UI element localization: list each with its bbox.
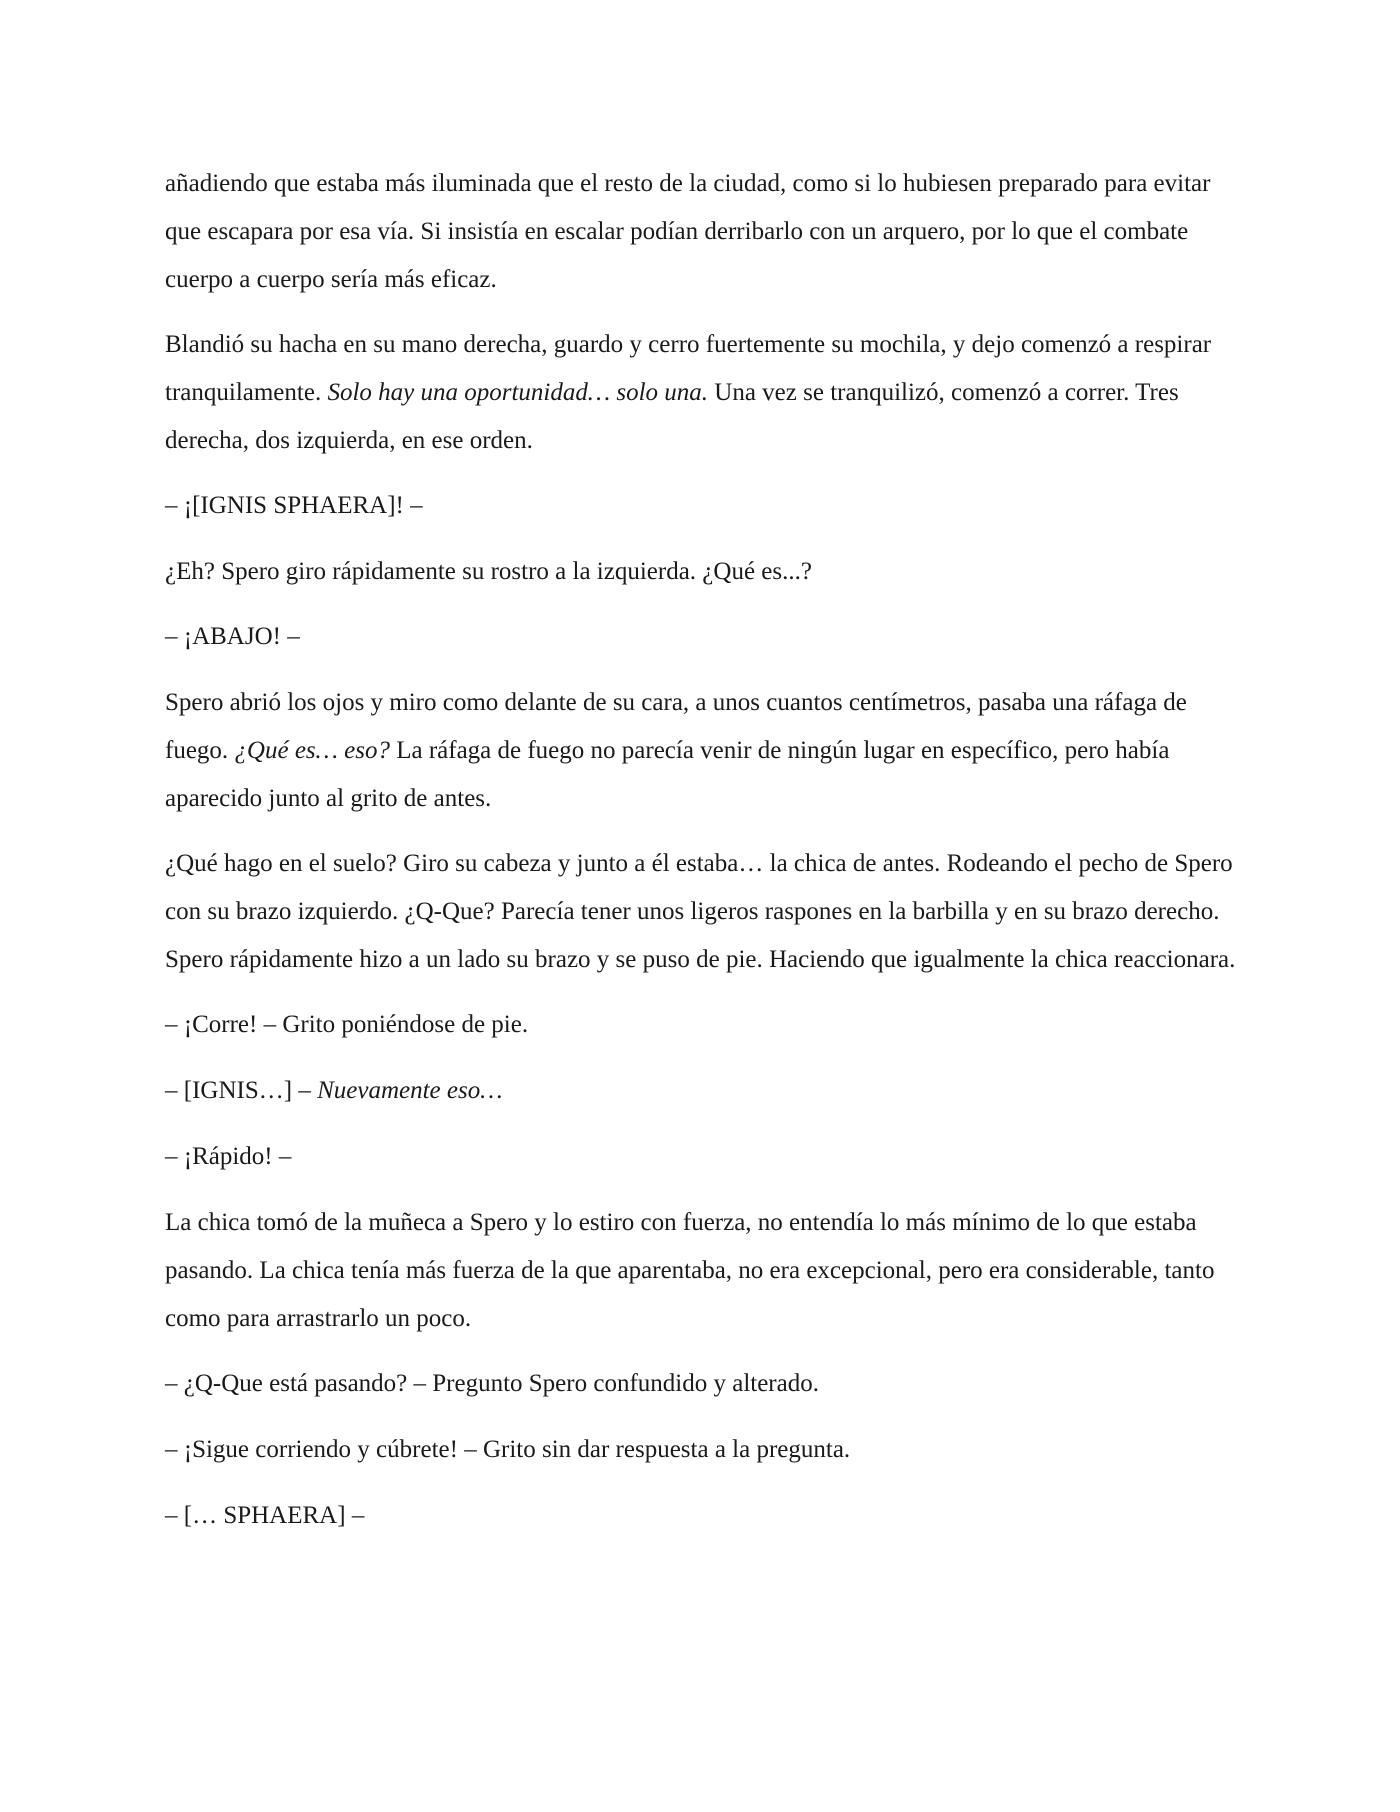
dialogue-line (165, 613, 1240, 661)
paragraph (165, 840, 1240, 984)
text-segment: Una vez se tranquilizó, comenzó a correr. Tres derecha, dos izquierda, en ese orden. (165, 379, 1179, 454)
body-text (165, 160, 1240, 1558)
text-segment: Blandió su hacha en su mano derecha, guardo y cerro fuertemente su mochila, y dejo comenzó a respirar tranquilamente. (165, 331, 1212, 406)
paragraph (165, 160, 1240, 304)
text-segment: Spero abrió los ojos y miro como delante de su cara, a unos cuantos centímetros, pasaba una ráfaga de fuego. (165, 689, 1187, 764)
text-segment: La ráfaga de fuego no parecía venir de ningún lugar en específico, pero había aparecido junto al grito de antes. (165, 737, 1170, 812)
paragraph (165, 1199, 1240, 1343)
text-segment: añadiendo que estaba más iluminada que el resto de la ciudad, como si lo hubiesen preparado para evitar que escapara por esa vía. Si insistía en escalar podían derribarlo con un arquero, por lo que el combate cuerpo a cuerpo sería más eficaz. (165, 170, 1211, 293)
italic-thought: Solo hay una oportunidad… solo una. (327, 379, 709, 406)
paragraph (165, 548, 1240, 596)
text-segment: – ¡Corre! – Grito poniéndose de pie. (165, 1011, 529, 1038)
dialogue-line (165, 482, 1240, 530)
dialogue-line (165, 1360, 1240, 1408)
dialogue-line (165, 1492, 1240, 1540)
dialogue-line (165, 1067, 1240, 1115)
text-segment: – ¡Sigue corriendo y cúbrete! – Grito sin dar respuesta a la pregunta. (165, 1436, 851, 1463)
dialogue-line (165, 1133, 1240, 1181)
text-segment: – ¿Q-Que está pasando? – Pregunto Spero confundido y alterado. (165, 1370, 819, 1397)
text-segment: ¿Qué hago en el suelo? Giro su cabeza y junto a él estaba… la chica de antes. Rodeando el pecho de Spero con su brazo izquierdo. ¿Q-Que? Parecía tener unos ligeros raspones en la barbilla y en su brazo derecho. Spero rápidamente hizo a un lado su brazo y se puso de pie. Haciendo que igualmente la chica reaccionara. (165, 850, 1236, 973)
italic-thought: ¿Qué es… eso? (234, 737, 390, 764)
paragraph (165, 679, 1240, 823)
text-segment: – [… SPHAERA] – (165, 1502, 365, 1529)
text-segment: ¿Eh? Spero giro rápidamente su rostro a la izquierda. ¿Qué es...? (165, 558, 812, 585)
dialogue-line (165, 1001, 1240, 1049)
text-segment: – ¡Rápido! – (165, 1143, 292, 1170)
italic-thought: Nuevamente eso… (317, 1077, 503, 1104)
dialogue-line (165, 1426, 1240, 1474)
text-segment: – ¡[IGNIS SPHAERA]! – (165, 492, 423, 519)
text-segment: – ¡ABAJO! – (165, 623, 300, 650)
text-segment: – [IGNIS…] – (165, 1077, 318, 1104)
paragraph (165, 321, 1240, 465)
text-segment: La chica tomó de la muñeca a Spero y lo estiro con fuerza, no entendía lo más mínimo de lo que estaba pasando. La chica tenía más fuerza de la que aparentaba, no era excepcional, pero era considerable, tanto como para arrastrarlo un poco. (165, 1209, 1215, 1332)
